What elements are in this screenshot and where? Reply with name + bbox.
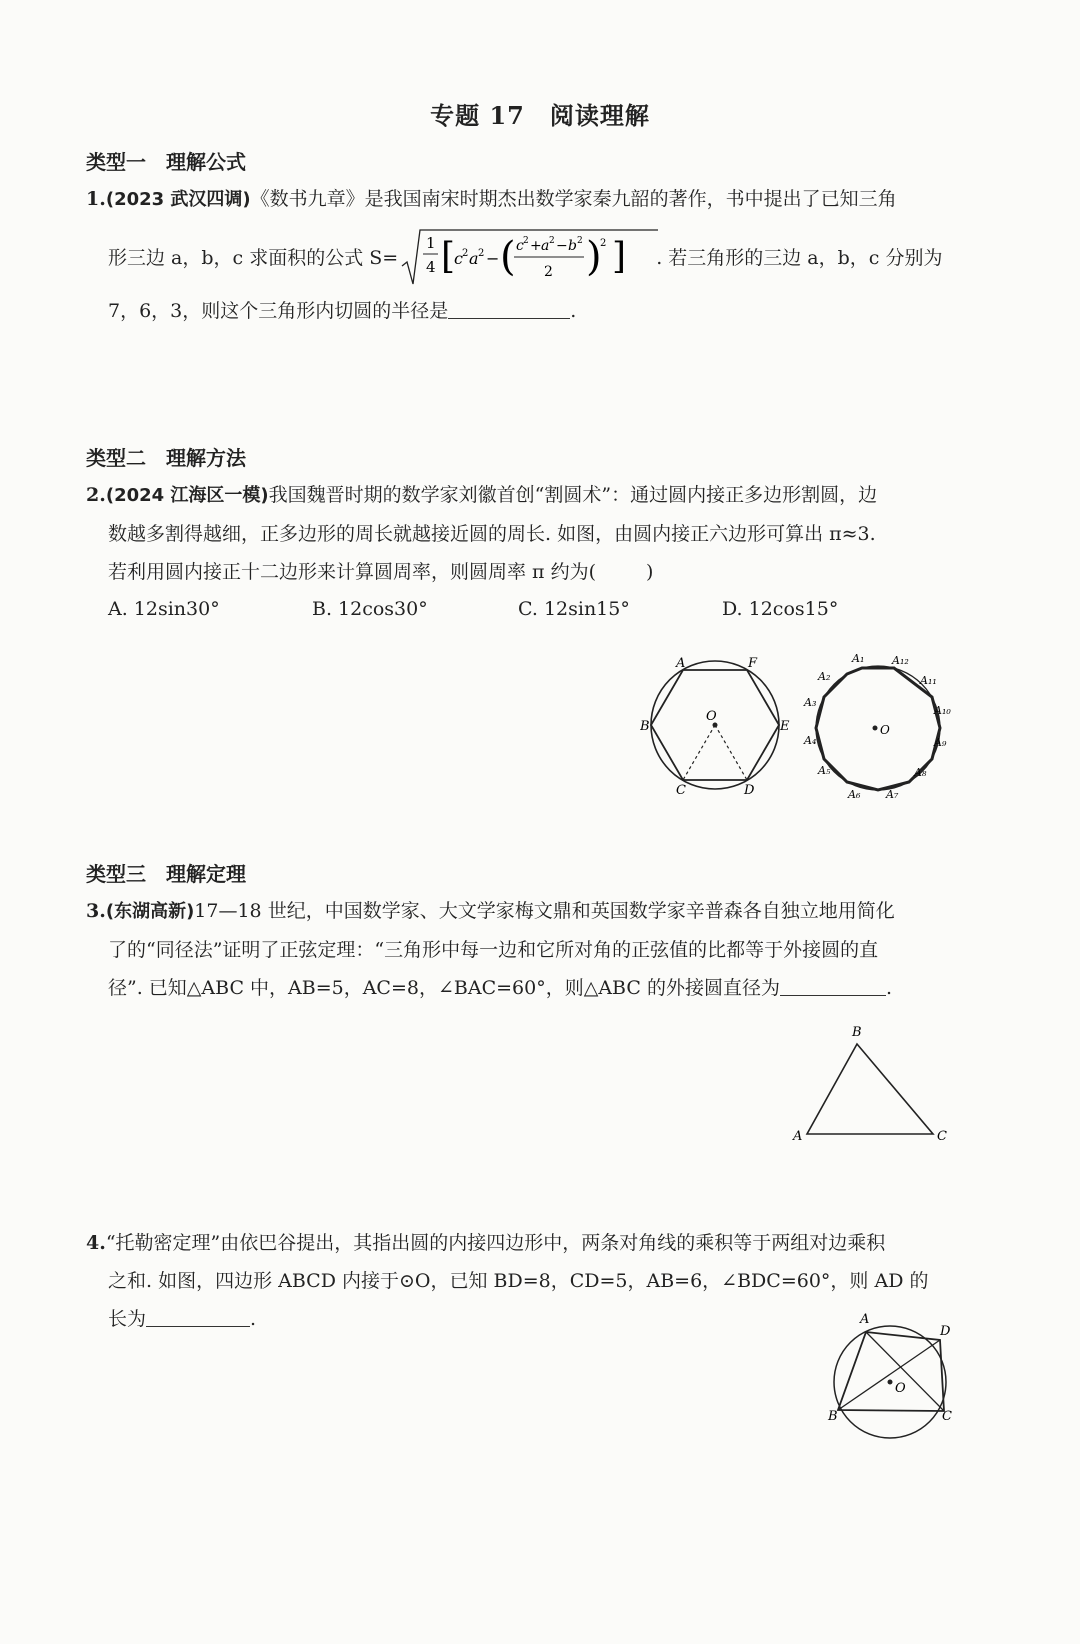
radius-od (715, 725, 747, 780)
q4-line3: 长为 . (108, 1308, 257, 1330)
svg-text:4: 4 (426, 258, 436, 276)
svg-text:2: 2 (462, 248, 469, 259)
svg-text:[: [ (441, 236, 456, 277)
q3-line1 (86, 898, 895, 925)
q2-option-b[interactable]: B. 12cos30° (312, 598, 428, 620)
svg-text:−: − (486, 249, 500, 268)
svg-text:1: 1 (426, 234, 436, 252)
q2-number: 2. (86, 484, 106, 506)
section-heading-3: 类型三 理解定理 (86, 862, 246, 886)
hexagon-figure (640, 652, 790, 802)
svg-text:2: 2 (577, 236, 583, 246)
dodeca-label-a8: A₈ (914, 766, 927, 779)
q2-option-a[interactable]: A. 12sin30° (108, 598, 220, 620)
hex-label-e: E (780, 719, 790, 734)
diagonal-ac (866, 1332, 944, 1411)
section-heading-1: 类型一 理解公式 (86, 150, 246, 174)
section-heading-2: 类型二 理解方法 (86, 446, 246, 470)
hex-label-f: F (748, 656, 758, 671)
svg-text:2: 2 (478, 248, 485, 259)
q1-text-2b: . 若三角形的三边 a，b，c 分别为 (656, 247, 943, 269)
dodeca-label-a5: A₅ (818, 764, 831, 777)
q1-source: (2023 武汉四调) (105, 189, 251, 210)
radius-oc (683, 725, 715, 780)
svg-text:a: a (541, 238, 550, 254)
q3-answer-blank[interactable] (780, 975, 886, 996)
q4-text-1: “托勒密定理”由依巴谷提出，其指出圆的内接四边形中，两条对角线的乘积等于两组对边乘积 (105, 1232, 886, 1254)
dodeca-label-o: O (880, 723, 890, 737)
q2-source: (2024 江海区一模) (105, 485, 269, 506)
hex-label-d: D (744, 783, 755, 798)
q3-line3: 径”. 已知△ABC 中，AB=5，AC=8，∠BAC=60°，则△ABC 的外接圆直径为 . (108, 977, 892, 999)
dodeca-label-a12: A₁₂ (892, 654, 909, 667)
dodeca-label-a7: A₇ (886, 788, 899, 801)
hex-label-a: A (676, 656, 686, 671)
q3-number: 3. (86, 900, 106, 922)
q1-text-3: 7，6，3，则这个三角形内切圆的半径是 (108, 300, 449, 322)
q1-text-2a: 形三边 a，b，c 求面积的公式 S= (108, 247, 399, 269)
q2-option-d[interactable]: D. 12cos15° (722, 598, 839, 620)
q4-answer-blank[interactable] (146, 1306, 250, 1327)
q4-line1 (86, 1230, 885, 1256)
hex-label-b: B (640, 719, 650, 734)
svg-text:c: c (454, 249, 463, 268)
svg-text:2: 2 (600, 238, 607, 249)
tri-label-c: C (937, 1129, 947, 1144)
svg-text:]: ] (612, 236, 627, 277)
triangle-abc (807, 1044, 933, 1134)
dodeca-label-a10: A₁₀ (934, 704, 951, 717)
hex-label-o: O (706, 709, 717, 724)
q3-source: (东湖高新) (105, 901, 195, 922)
quad-label-b: B (828, 1409, 838, 1424)
svg-text:c: c (516, 238, 524, 254)
q3-line2: 了的“同径法”证明了正弦定理：“三角形中每一边和它所对角的正弦值的比都等于外接圆的直 (108, 939, 879, 961)
dodeca-label-a1: A₁ (852, 652, 865, 665)
dodeca-label-a2: A₂ (818, 670, 831, 683)
q1-line1 (86, 186, 897, 213)
svg-text:a: a (469, 249, 479, 268)
q2-line2: 数越多割得越细，正多边形的周长就越接近圆的周长. 如图，由圆内接正六边形可算出 π≈3. (108, 523, 876, 545)
dodeca-center (873, 726, 878, 731)
dodeca-label-a6: A₆ (848, 788, 861, 801)
q2-option-c[interactable]: C. 12sin15° (518, 598, 630, 620)
hex-label-c: C (676, 783, 686, 798)
q1-line3: 7，6，3，则这个三角形内切圆的半径是 . (108, 300, 577, 322)
dodeca-label-a3: A₃ (804, 696, 817, 709)
quad-label-a: A (860, 1312, 870, 1327)
q4-line2: 之和. 如图，四边形 ABCD 内接于⊙O，已知 BD=8，CD=5，AB=6，∠BDC=60°，则 AD 的 (108, 1270, 929, 1292)
svg-text:+: + (530, 238, 542, 254)
dodeca-label-a9: A₉ (934, 736, 947, 749)
page-title: 专题 17 阅读理解 (430, 101, 650, 130)
quad-label-o: O (895, 1381, 906, 1396)
quad-center (888, 1380, 893, 1385)
q2-line1 (86, 482, 877, 509)
heron-formula (398, 226, 660, 288)
cyclic-quad-figure (822, 1308, 962, 1448)
q1-text-1: 《数书九章》是我国南宋时期杰出数学家秦九韶的著作，书中提出了已知三角 (250, 188, 897, 210)
svg-text:b: b (568, 238, 577, 254)
svg-text:): ) (586, 234, 602, 280)
q3-text-1: 17—18 世纪，中国数学家、大文学家梅文鼎和英国数学家辛普森各自独立地用简化 (194, 900, 895, 922)
q1-number: 1. (86, 188, 106, 210)
svg-text:(: ( (500, 234, 516, 280)
dodecagon-figure (800, 648, 980, 808)
dodeca-label-a11: A₁₁ (920, 674, 937, 687)
quad-label-c: C (942, 1409, 952, 1424)
tri-label-b: B (852, 1025, 862, 1040)
dodeca-label-a4: A₄ (804, 734, 817, 747)
q2-text-1: 我国魏晋时期的数学家刘徽首创“割圆术”：通过圆内接正多边形割圆，边 (268, 484, 878, 506)
svg-text:2: 2 (549, 236, 555, 246)
tri-label-a: A (793, 1129, 803, 1144)
quad-label-d: D (940, 1324, 951, 1339)
q2-line3: 若利用圆内接正十二边形来计算圆周率，则圆周率 π 约为( ) (108, 561, 654, 583)
svg-text:2: 2 (523, 236, 529, 246)
q4-number: 4. (86, 1232, 106, 1254)
svg-text:−: − (556, 238, 568, 254)
svg-text:2: 2 (544, 264, 553, 280)
triangle-figure (785, 1018, 955, 1148)
q1-answer-blank[interactable] (448, 298, 570, 319)
diagonal-bd (838, 1340, 940, 1410)
